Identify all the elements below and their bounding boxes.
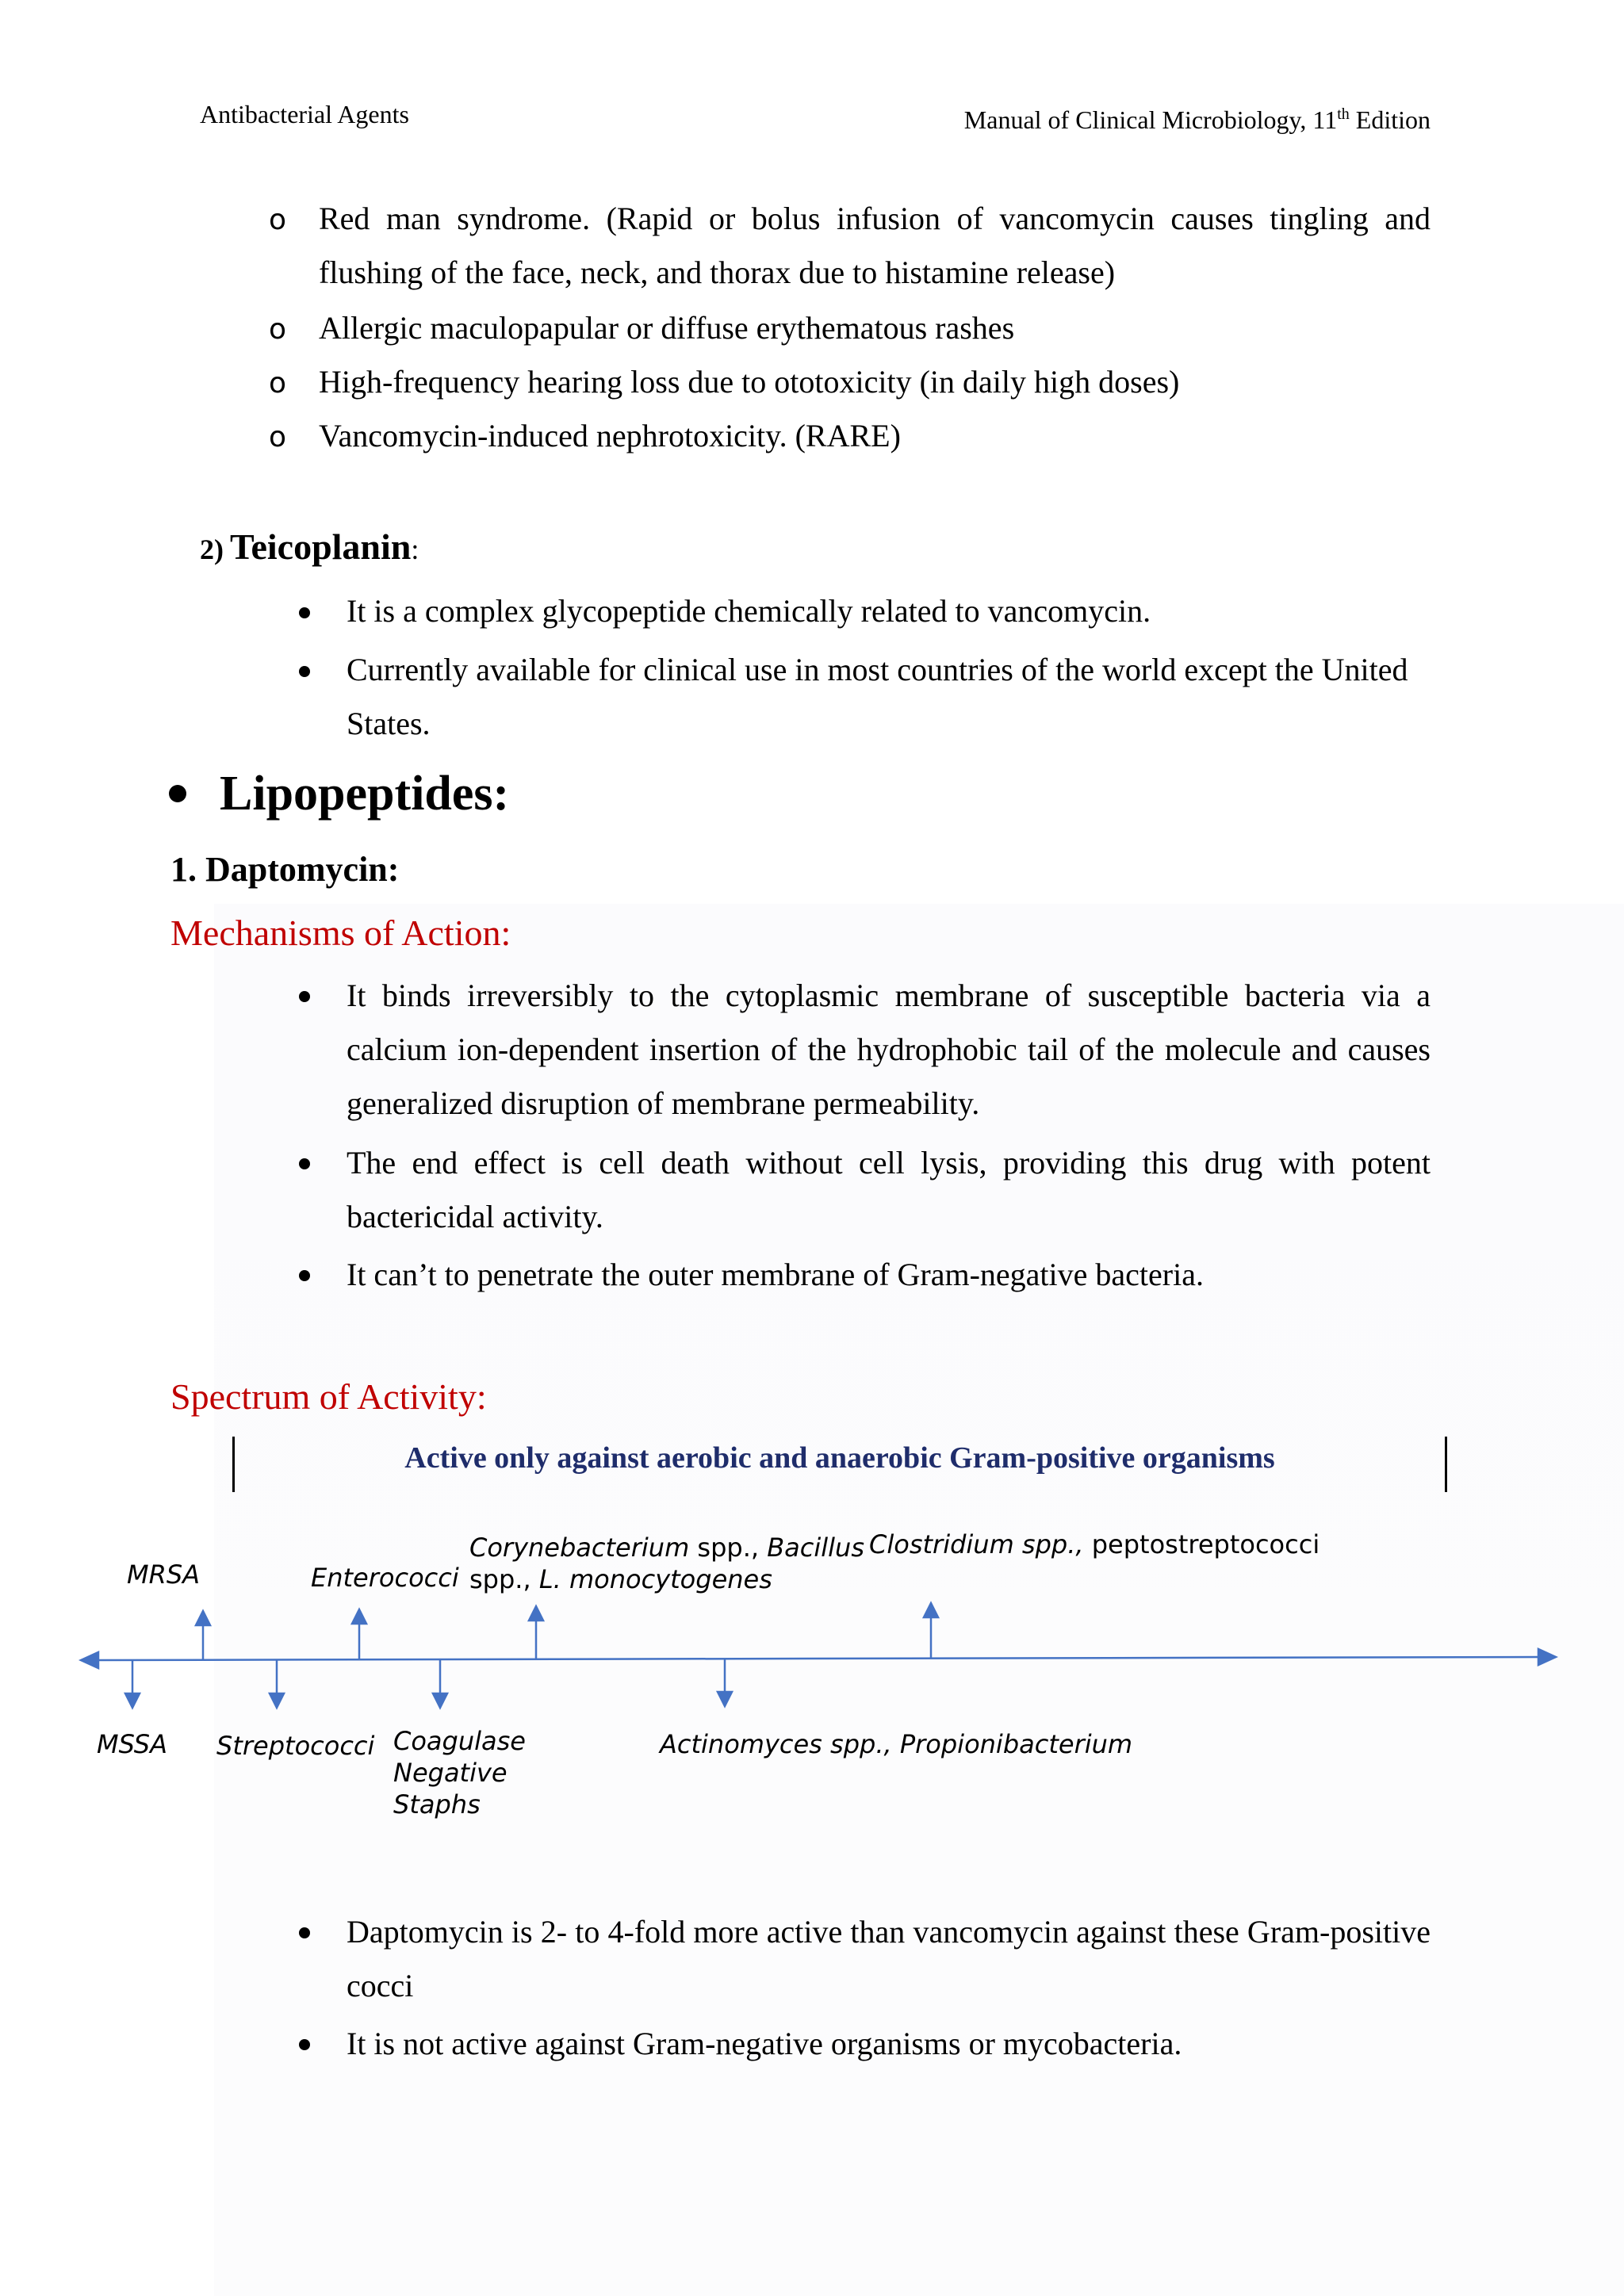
arrow-down-actinomyces-head	[718, 1692, 732, 1706]
bullet-icon	[299, 1927, 310, 1938]
adverse-effect-item: Allergic maculopapular or diffuse erythematous rashes	[319, 310, 1015, 346]
adverse-effect-item: High-frequency hearing loss due to ototoxicity (in daily high doses)	[319, 364, 1180, 400]
label-enterococci: Enterococci	[311, 1563, 459, 1593]
label-actinomyces: Actinomyces spp., Propionibacterium	[660, 1729, 1133, 1759]
spectrum-point: Daptomycin is 2- to 4-fold more active than vancomycin against these Gram-positive cocci	[347, 1914, 1431, 2003]
teicoplanin-heading: 2) Teicoplanin:	[200, 526, 419, 567]
circle-bullet-icon: o	[269, 204, 287, 236]
axis-right-arrowhead	[1538, 1649, 1556, 1665]
running-header-right: Manual of Clinical Microbiology, 11th Edition	[963, 105, 1431, 134]
spectrum-point: It is not active against Gram-negative organisms or mycobacteria.	[347, 2026, 1182, 2061]
bullet-icon	[299, 2039, 310, 2050]
mechanism-point: It binds irreversibly to the cytoplasmic membrane of susceptible bacteria via a calcium ion-dependent insertion of the hydrophobic tail of the molecule and causes generalized disruption of membrane permeability.	[347, 978, 1431, 1121]
arrow-up-corynebacterium-head	[529, 1606, 543, 1621]
arrow-down-cons-head	[433, 1693, 447, 1708]
arrow-down-streptococci-head	[270, 1693, 284, 1708]
label-streptococci: Streptococci	[216, 1731, 375, 1761]
adverse-effect-item: Vancomycin-induced nephrotoxicity. (RARE)	[319, 418, 901, 453]
label-corynebacterium: Corynebacterium spp., Bacillus spp., L. monocytogenes	[469, 1533, 864, 1594]
adverse-effect-item: Red man syndrome. (Rapid or bolus infusion of vancomycin causes tingling and flushing of the face, neck, and thorax due to histamine release)	[319, 201, 1431, 290]
circle-bullet-icon: o	[269, 313, 287, 346]
spectrum-banner: Active only against aerobic and anaerobic Gram-positive organisms	[404, 1441, 1275, 1475]
label-mssa: MSSA	[97, 1729, 167, 1759]
circle-bullet-icon: o	[269, 367, 287, 400]
teicoplanin-point: It is a complex glycopeptide chemically related to vancomycin.	[347, 593, 1151, 629]
drug-heading: 1. Daptomycin:	[170, 850, 400, 889]
axis-left-arrowhead	[81, 1652, 98, 1668]
mechanism-point: The end effect is cell death without cell lysis, providing this drug with potent bactericidal activity.	[347, 1145, 1431, 1234]
arrow-down-mssa-head	[125, 1693, 140, 1708]
section-heading: Lipopeptides:	[220, 767, 510, 821]
label-coagulase-negative-staphs: Coagulase Negative Staphs	[393, 1726, 526, 1820]
arrow-up-mrsa-head	[196, 1611, 210, 1625]
arrow-up-enterococci-head	[352, 1609, 366, 1624]
spectrum-heading: Spectrum of Activity:	[170, 1376, 487, 1417]
arrow-up-clostridium-head	[924, 1603, 938, 1617]
spectrum-axis-line	[94, 1657, 1543, 1660]
teicoplanin-point: Currently available for clinical use in most countries of the world except the United States.	[347, 652, 1408, 741]
label-mrsa: MRSA	[127, 1559, 201, 1590]
circle-bullet-icon: o	[269, 421, 287, 453]
running-header-left: Antibacterial Agents	[200, 100, 409, 128]
mechanism-point: It can’t to penetrate the outer membrane of Gram-negative bacteria.	[347, 1257, 1204, 1292]
label-clostridium: Clostridium spp., peptostreptococci	[869, 1529, 1320, 1559]
mechanisms-heading: Mechanisms of Action:	[170, 913, 511, 953]
